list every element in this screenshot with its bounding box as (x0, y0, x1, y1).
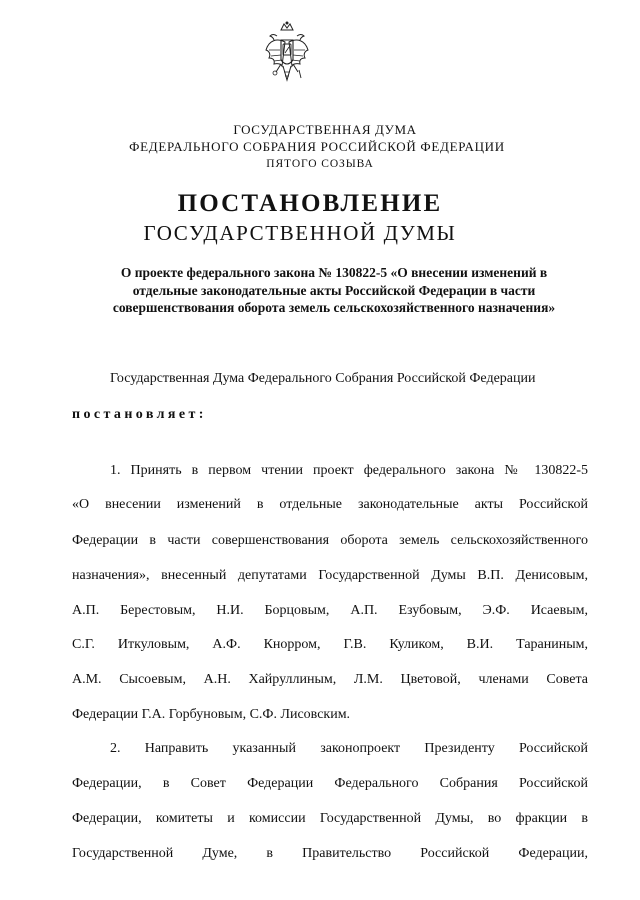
state-emblem (263, 20, 311, 94)
paragraph1-line: А.П. Берестовым, Н.И. Борцовым, А.П. Езубовым, Э.Ф. Исаевым, (72, 603, 588, 618)
subject-line: совершенствования оборота земель сельскохозяйственного назначения» (112, 300, 556, 315)
paragraph2-line: 2. Направить указанный законопроект Президенту Российской (110, 741, 588, 756)
header-convocation: ПЯТОГО СОЗЫВА (266, 158, 374, 170)
subject-line: отдельные законодательные акты Российской Федерации в части (132, 283, 536, 298)
paragraph1-line: «О внесении изменений в отдельные законодательные акты Российской (72, 497, 588, 512)
header-federal-assembly: ФЕДЕРАЛЬНОГО СОБРАНИЯ РОССИЙСКОЙ ФЕДЕРАЦИИ (129, 139, 505, 154)
double-headed-eagle-emblem-icon (263, 20, 311, 94)
document-type-title: ПОСТАНОВЛЕНИЕ (177, 190, 443, 217)
header-duma: ГОСУДАРСТВЕННАЯ ДУМА (233, 122, 417, 137)
paragraph1-line: Федерации в части совершенствования оборота земель сельскохозяйственного (72, 533, 588, 548)
paragraph1-line: 1. Принять в первом чтении проект федерального закона № 130822-5 (110, 463, 588, 478)
paragraph1-line: А.М. Сысоевым, А.Н. Хайруллиным, Л.М. Цветовой, членами Совета (72, 672, 588, 687)
paragraph1-line: Федерации Г.А. Горбуновым, С.Ф. Лисовским. (72, 707, 351, 722)
preamble-text: Государственная Дума Федерального Собрания Российской Федерации (110, 371, 536, 386)
paragraph2-line: Государственной Думе, в Правительство Российской Федерации, (72, 846, 588, 861)
decides-word: постановляет: (72, 407, 207, 422)
document-issuer-title: ГОСУДАРСТВЕННОЙ ДУМЫ (143, 221, 457, 245)
paragraph1-line: С.Г. Иткуловым, А.Ф. Кнорром, Г.В. Куликом, В.И. Тараниным, (72, 637, 588, 652)
paragraph2-line: Федерации, комитеты и комиссии Государственной Думы, во фракции в (72, 811, 588, 826)
paragraph2-line: Федерации, в Совет Федерации Федерального Собрания Российской (72, 776, 588, 791)
paragraph1-line: назначения», внесенный депутатами Государственной Думы В.П. Денисовым, (72, 568, 588, 583)
subject-line: О проекте федерального закона № 130822-5 «О внесении изменений в (120, 265, 548, 280)
